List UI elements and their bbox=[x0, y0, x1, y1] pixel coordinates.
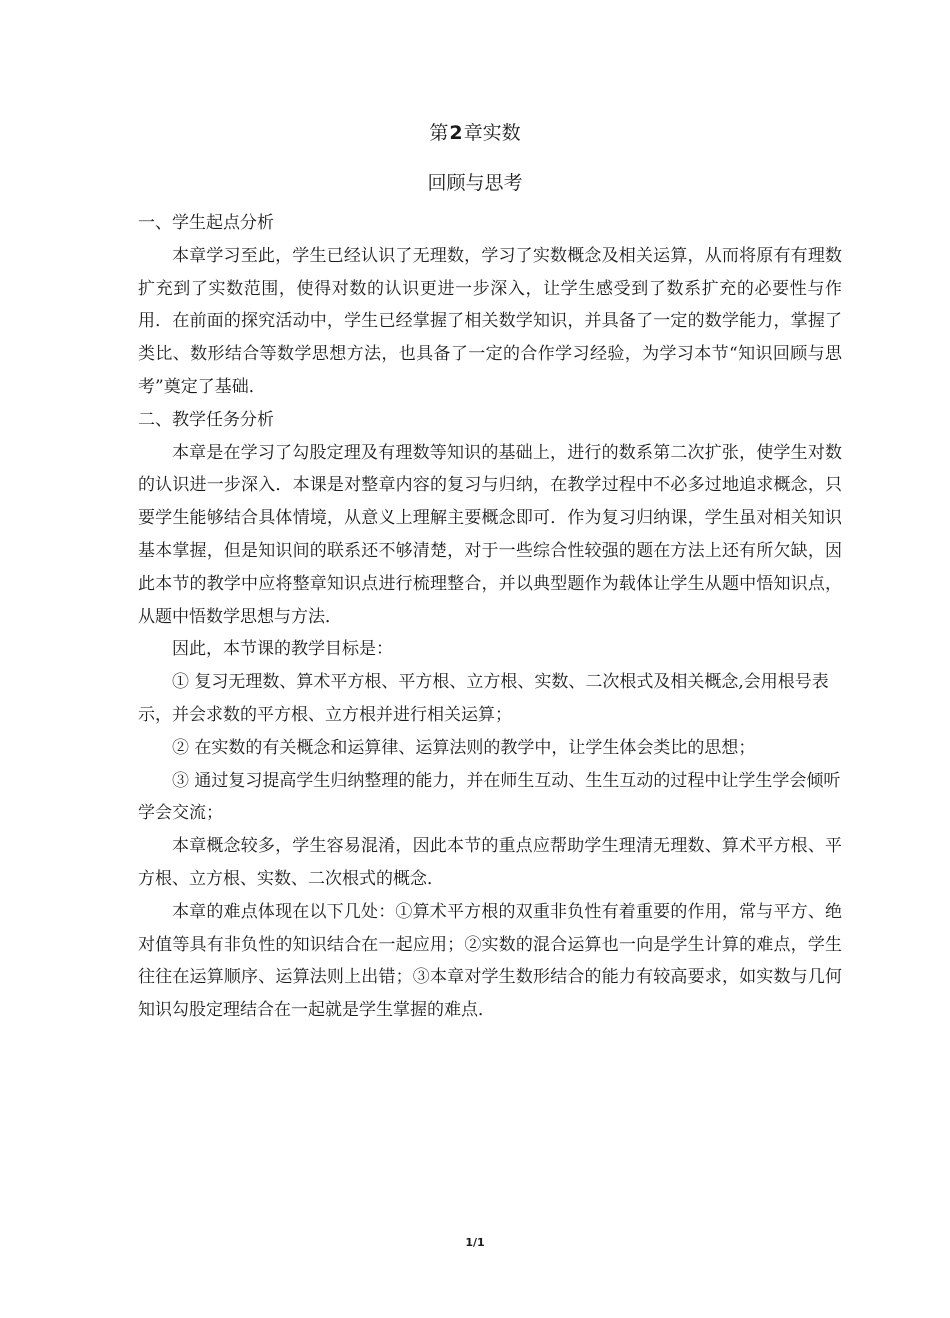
paragraph-task-analysis: 本章是在学习了勾股定理及有理数等知识的基础上，进行的数系第二次扩张，使学生对数的认识进一步深入．本课是对整章内容的复习与归纳，在教学过程中不必多过地追求概念，只要学生能够结合具体情境，从意义上理解主要概念即可．作为复习归纳课，学生虽对相关知识基本掌握，但是知识间的联系还不够清楚，对于一些综合性较强的题在方法上还有所欠缺，因此本节的教学中应将整章知识点进行梳理整合，并以典型题作为载体让学生从题中悟知识点，从题中悟数学思想与方法． bbox=[138, 442, 842, 627]
goal-item-2: ② 在实数的有关概念和运算律、运算法则的教学中，让学生体会类比的思想； bbox=[172, 737, 756, 758]
goal-item-3: ③ 通过复习提高学生归纳整理的能力，并在师生互动、生生互动的过程中让学生学会倾听学会交流； bbox=[138, 770, 841, 824]
paragraph-difficulties: 本章的难点体现在以下几处：①算术平方根的双重非负性有着重要的作用，常与平方、绝对值等具有非负性的知识结合在一起应用；②实数的混合运算也一向是学生计算的难点，学生往往在运算顺序、运算法则上出错；③本章对学生数形结合的能力有较高要求，如实数与几何知识勾股定理结合在一起就是学生掌握的难点． bbox=[138, 901, 842, 1021]
chapter-title-number: 2 bbox=[449, 122, 463, 144]
paragraph-student-analysis: 本章学习至此，学生已经认识了无理数，学习了实数概念及相关运算，从而将原有有理数扩充到了实数范围，使得对数的认识更进一步深入，让学生感受到了数系扩充的必要性与作用．在前面的探究活动中，学生已经掌握了相关数学知识，并具备了一定的数学能力，掌握了类比、数形结合等数学思想方法，也具备了一定的合作学习经验，为学习本节“知识回顾与思考”奠定了基础． bbox=[138, 245, 842, 397]
lesson-subtitle: 回顾与思考 bbox=[427, 172, 523, 194]
paragraph-goals-intro: 因此，本节课的教学目标是： bbox=[172, 639, 393, 660]
page-number: 1/1 bbox=[465, 1236, 485, 1249]
paragraph-key-points: 本章概念较多，学生容易混淆，因此本节的重点应帮助学生理清无理数、算术平方根、平方根、立方根、实数、二次根式的概念． bbox=[138, 836, 842, 889]
goal-item-1: ① 复习无理数、算术平方根、平方根、立方根、实数、二次根式及相关概念,会用根号表示，并会求数的平方根、立方根并进行相关运算； bbox=[138, 672, 829, 725]
chapter-title-suffix: 章实数 bbox=[463, 122, 521, 144]
section-heading-student-analysis: 一、学生起点分析 bbox=[138, 213, 274, 233]
document-body bbox=[138, 207, 842, 1027]
chapter-title bbox=[0, 121, 950, 145]
chapter-title-prefix: 第 bbox=[429, 122, 449, 144]
section-heading-task-analysis: 二、教学任务分析 bbox=[138, 409, 274, 430]
